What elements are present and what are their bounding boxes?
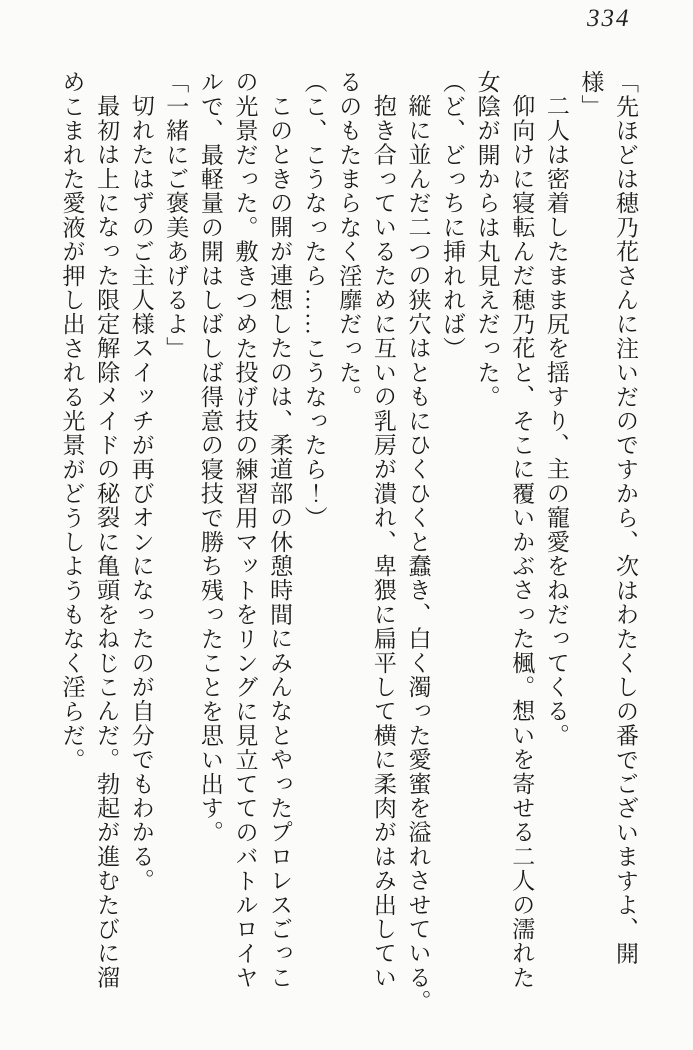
- text-column: 仰向けに寝転んだ穂乃花と、そこに覆いかぶさった楓。想いを寄せる二人の濡れた: [509, 94, 535, 990]
- text-column: めこまれた愛液が押し出される光景がどうしようもなく淫らだ。: [59, 70, 85, 772]
- text-column: （こ、こうなったら……こうなったら！）: [301, 70, 327, 530]
- text-column: 抱き合っているために互いの乳房が潰れ、卑猥に扁平して横に柔肉がはみ出してい: [370, 94, 396, 990]
- text-column: るのもたまらなく淫靡だった。: [336, 70, 362, 409]
- text-column: 二人は密着したまま尻を揺すり、主の寵愛をねだってくる。: [543, 94, 569, 748]
- text-column: 「一緒にご褒美あげるよ」: [163, 70, 189, 361]
- text-column: （ど、どっちに挿れれば）: [440, 70, 466, 361]
- text-column: 「先ほどは穂乃花さんに注いだのですから、次はわたくしの番でございますよ、開: [613, 70, 638, 966]
- text-column: 切れたはずのご主人様スイッチが再びオンになったのが自分でもわかる。: [128, 94, 154, 893]
- text-column: 様」: [578, 70, 604, 119]
- text-block: [54, 70, 642, 1042]
- text-column: ルで、最軽量の開はしばしば得意の寝技で勝ち残ったことを思い出す。: [197, 70, 223, 845]
- text-column: 女陰が開からは丸見えだった。: [474, 70, 500, 409]
- text-column: 最初は上になった限定解除メイドの秘裂に亀頭をねじこんだ。勃起が進むたびに溜: [94, 94, 120, 990]
- text-column: このときの開が連想したのは、柔道部の休憩時間にみんなとやったプロレスごっこ: [267, 94, 293, 990]
- page-number: 334: [587, 5, 631, 32]
- text-column: 縦に並んだ二つの狭穴はともにひくひくと蠢き、白く濁った愛蜜を溢れさせている。: [405, 94, 431, 1014]
- text-column: の光景だった。敷きつめた投げ技の練習用マットをリングに見立ててのバトルロイヤ: [232, 70, 258, 990]
